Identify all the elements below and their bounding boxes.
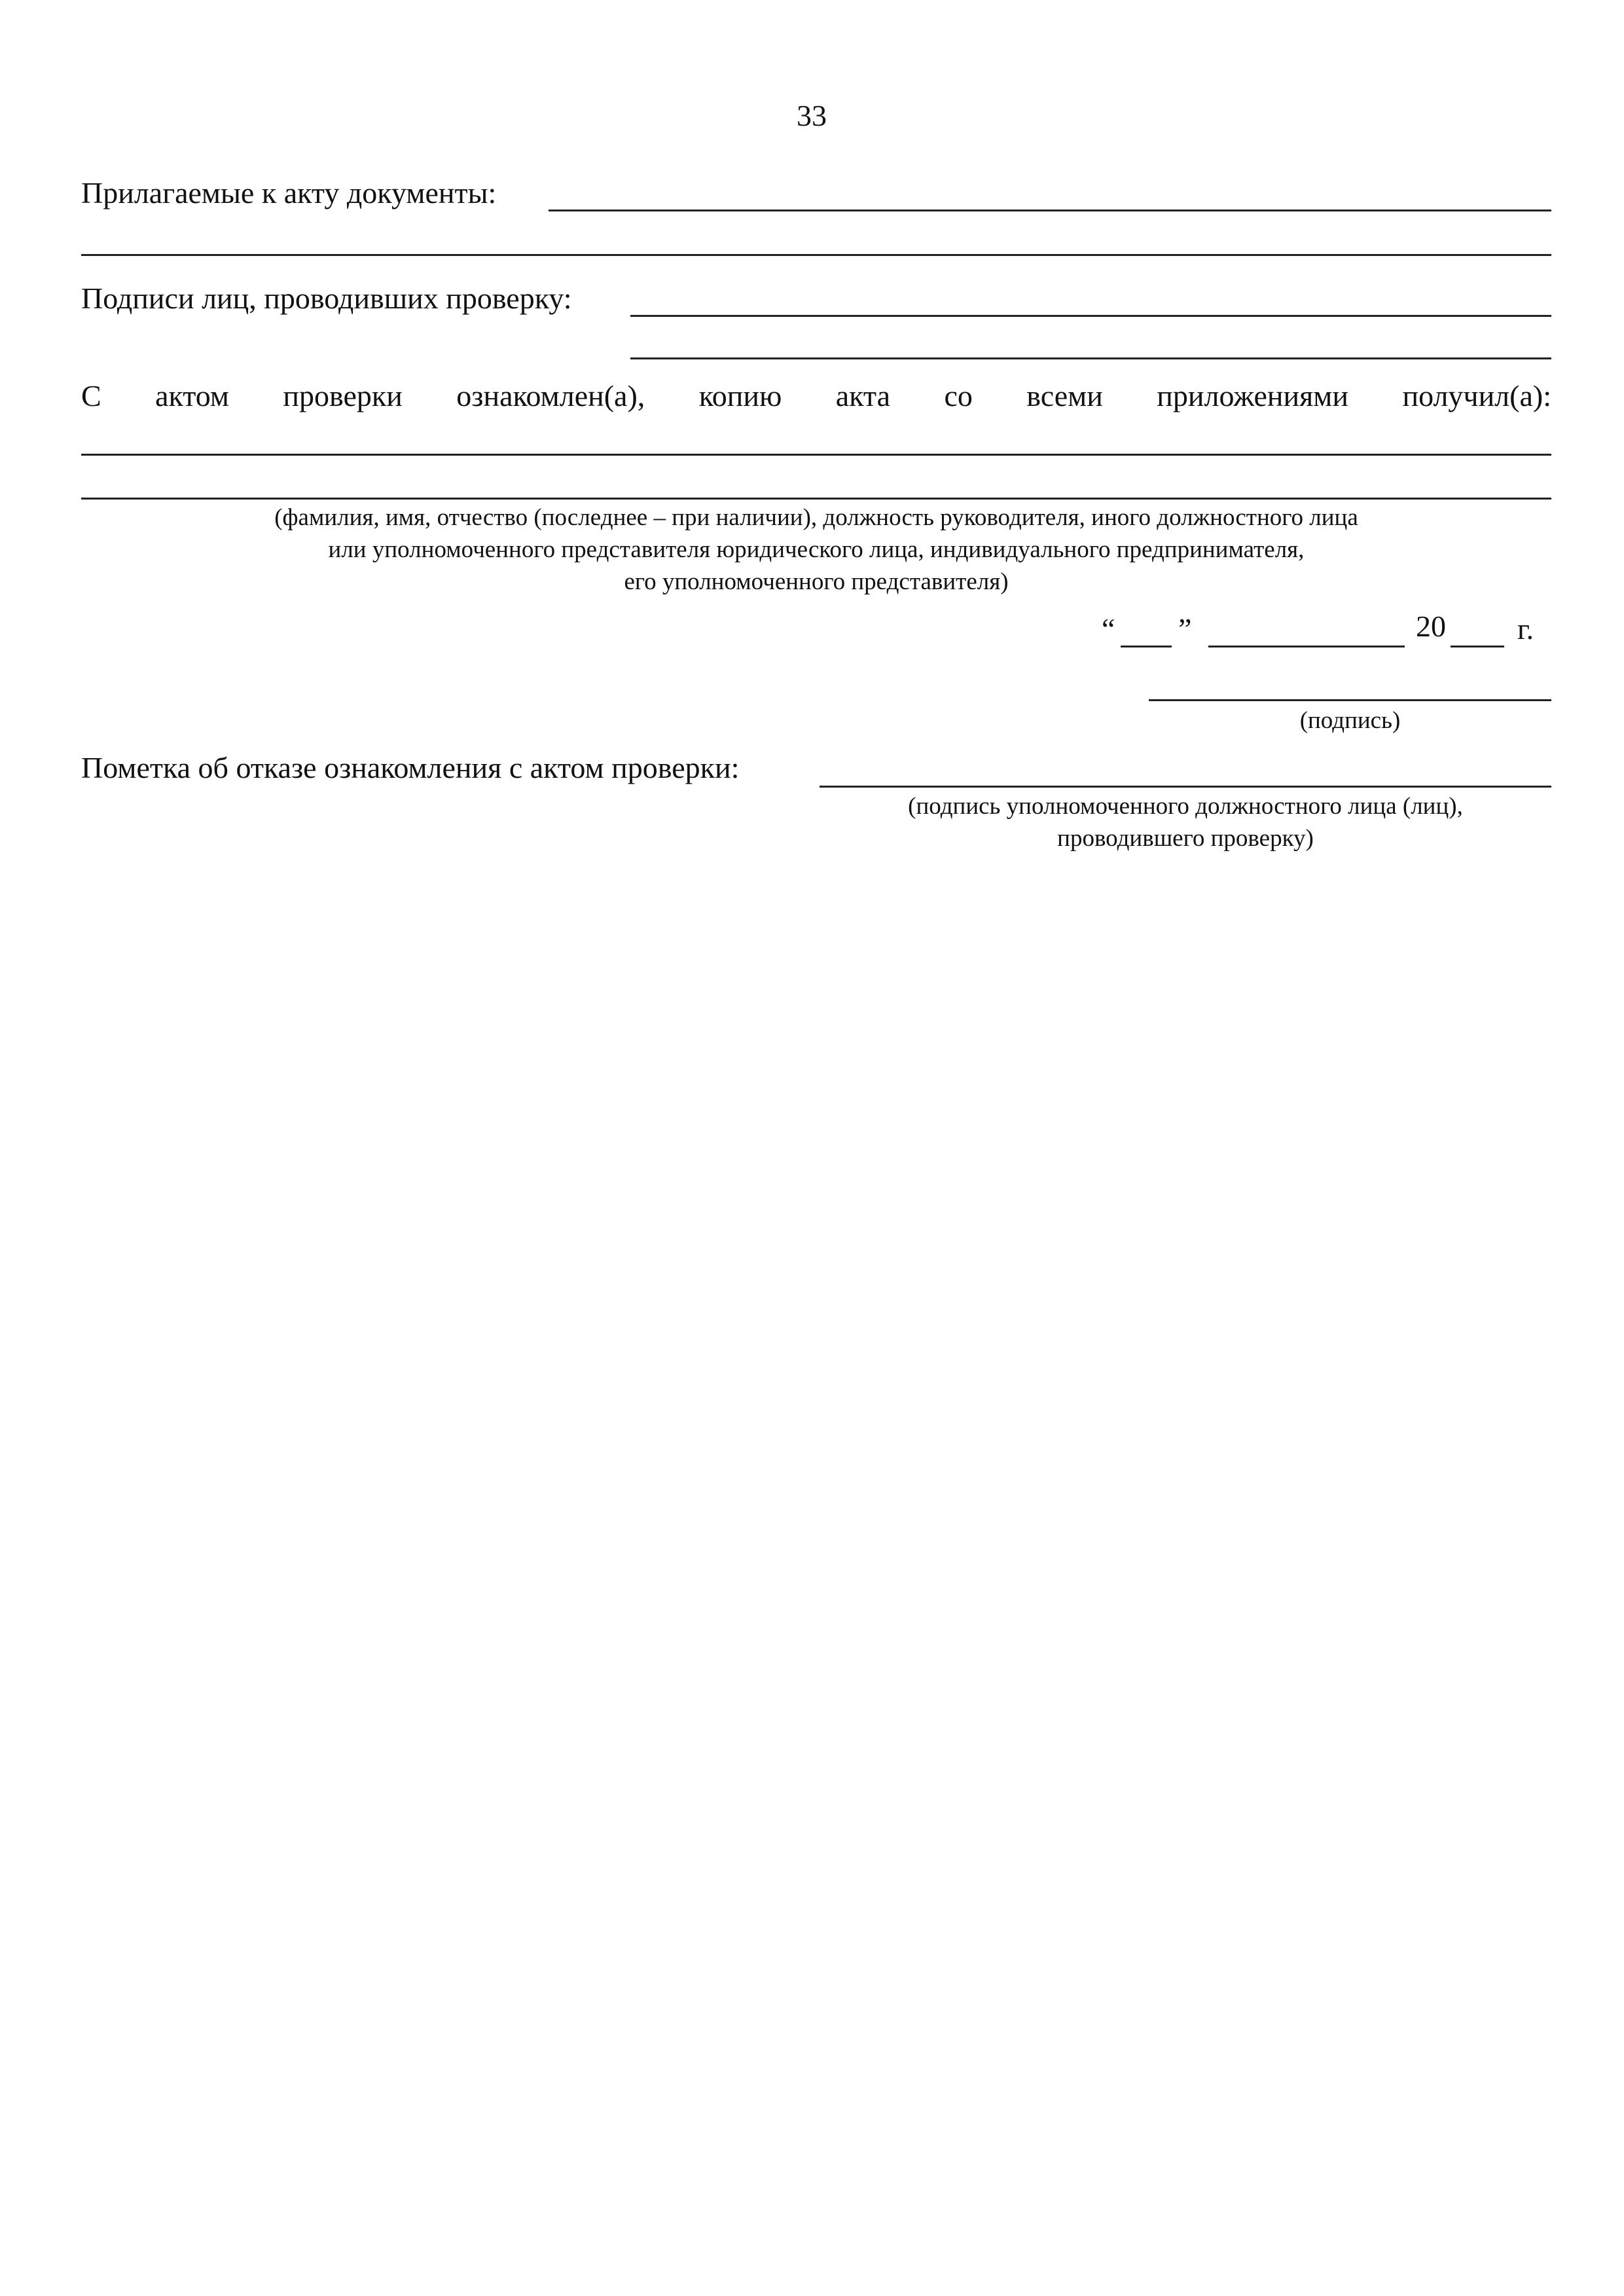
representative-caption-line: его уполномоченного представителя) bbox=[624, 568, 1009, 595]
date-day-field[interactable] bbox=[1121, 646, 1172, 647]
representative-caption-line: (фамилия, имя, отчество (последнее – при наличии), должность руководителя, иного должностного лица bbox=[274, 504, 1358, 531]
refusal-field[interactable] bbox=[820, 786, 1551, 788]
date-year-prefix: 20 bbox=[1416, 610, 1446, 643]
signatures-label: Подписи лиц, проводивших проверку: bbox=[81, 282, 572, 315]
attached-documents-field-continued[interactable] bbox=[81, 254, 1551, 256]
representative-caption-line: или уполномоченного представителя юридического лица, индивидуального предпринимателя, bbox=[328, 536, 1305, 563]
attached-documents-label: Прилагаемые к акту документы: bbox=[81, 176, 497, 210]
refusal-caption-line: проводившего проверку) bbox=[1057, 824, 1314, 852]
representative-field-2[interactable] bbox=[81, 498, 1551, 500]
date-year-suffix: г. bbox=[1517, 612, 1534, 646]
ack-word: приложениями bbox=[1157, 379, 1349, 412]
refusal-label: Пометка об отказе ознакомления с актом проверки: bbox=[81, 751, 740, 784]
ack-word: получил(а): bbox=[1402, 379, 1551, 412]
refusal-caption-line: (подпись уполномоченного должностного лица (лиц), bbox=[908, 793, 1463, 820]
refusal-caption bbox=[820, 791, 1551, 855]
attached-documents-field[interactable] bbox=[549, 210, 1551, 211]
representative-caption bbox=[81, 502, 1551, 598]
signature-field[interactable] bbox=[1149, 699, 1551, 701]
ack-word: актом bbox=[155, 379, 229, 412]
ack-word: со bbox=[944, 379, 973, 412]
ack-word: ознакомлен(а), bbox=[456, 379, 645, 412]
signature-caption: (подпись) bbox=[1299, 707, 1401, 734]
inspector-signature-field-1[interactable] bbox=[630, 315, 1551, 317]
date-open-quote: “ bbox=[1102, 612, 1115, 646]
date-month-field[interactable] bbox=[1208, 646, 1405, 647]
ack-word: С bbox=[81, 379, 101, 412]
representative-field-1[interactable] bbox=[81, 454, 1551, 456]
ack-word: всеми bbox=[1026, 379, 1103, 412]
ack-word: проверки bbox=[283, 379, 403, 412]
date-close-quote: ” bbox=[1178, 612, 1192, 646]
page-number: 33 bbox=[797, 99, 827, 132]
ack-word: акта bbox=[835, 379, 891, 412]
date-year-field[interactable] bbox=[1451, 646, 1504, 647]
ack-word: копию bbox=[698, 379, 782, 412]
inspector-signature-field-2[interactable] bbox=[630, 357, 1551, 359]
acknowledgement-statement bbox=[81, 381, 1551, 411]
